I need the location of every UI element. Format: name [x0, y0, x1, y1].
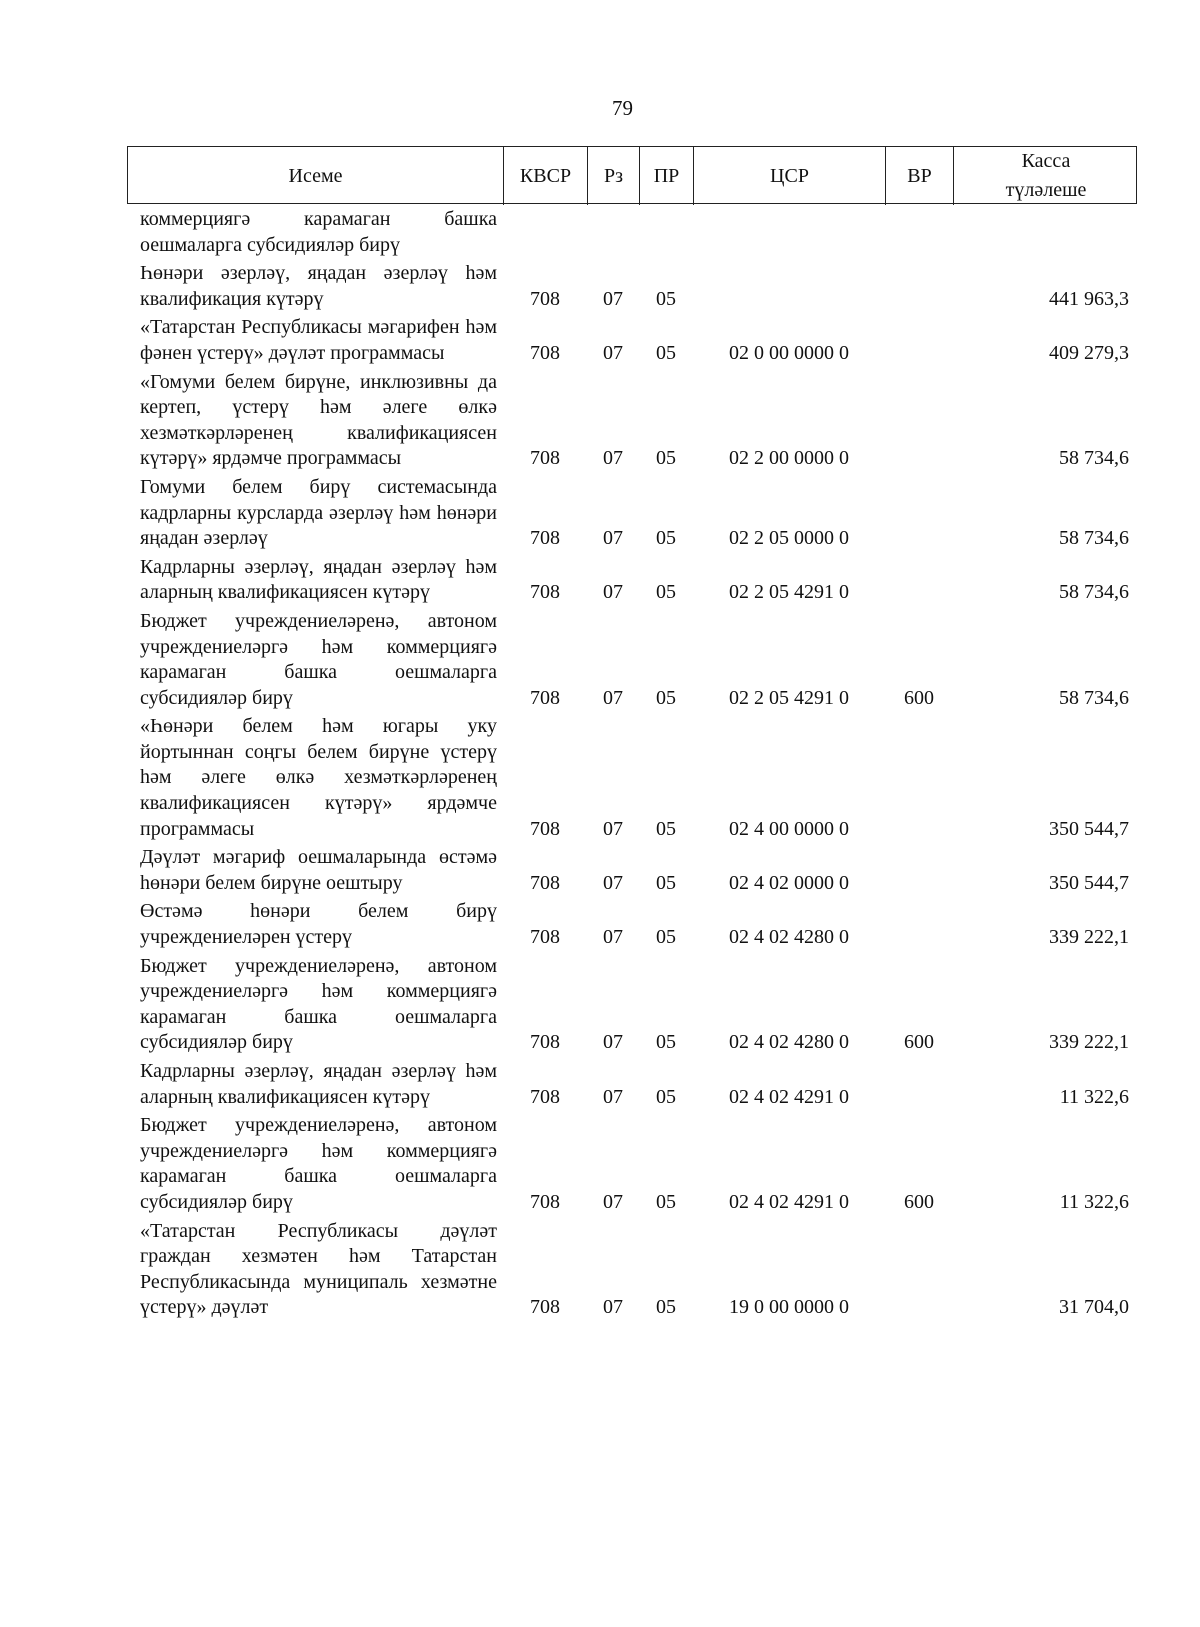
row-rz: 07	[603, 341, 623, 364]
row-pr: 05	[656, 1085, 676, 1108]
row-kvsr: 708	[530, 1190, 560, 1213]
row-name: Бюджет учреждениеләренә, автоном учреждениеләргә һәм коммерциягә карамаган башка оешмаларга субсидияләр бирү	[140, 1114, 497, 1213]
row-name: коммерциягә карамаган башка оешмаларга субсидияләр бирү	[140, 208, 497, 256]
row-csr: 02 2 05 4291 0	[729, 581, 849, 604]
row-name: Дәүләт мәгариф оешмаларында өстәмә һөнәри белем бирүне оештыру	[140, 846, 497, 894]
row-kvsr: 708	[530, 817, 560, 840]
header-vr: ВР	[886, 147, 954, 205]
row-name: Өстәмә һөнәри белем бирү учреждениеләрен үстерү	[140, 900, 497, 949]
row-pr: 05	[656, 1031, 676, 1054]
row-csr: 02 4 02 0000 0	[729, 871, 849, 894]
row-kvsr: 708	[530, 1085, 560, 1108]
row-pr: 05	[656, 447, 676, 470]
table-row	[127, 207, 1137, 258]
row-name: Бюджет учреждениеләренә, автоном учреждениеләргә һәм коммерциягә карамаган башка оешмаларга субсидияләр бирү	[140, 954, 497, 1054]
row-rz: 07	[603, 1296, 623, 1319]
row-name: Бюджет учреждениеләренә, автоном учреждениеләргә һәм коммерциягә карамаган башка оешмаларга субсидияләр бирү	[140, 609, 497, 709]
row-amount: 58 734,6	[1059, 447, 1129, 470]
row-amount: 58 734,6	[1059, 527, 1129, 550]
row-name: Гомуми белем бирү системасында кадрларны курсларда әзерләү һәм һөнәри яңадан әзерләү	[140, 475, 497, 550]
row-pr: 05	[656, 817, 676, 840]
header-pr: ПР	[640, 147, 694, 205]
row-pr: 05	[656, 581, 676, 604]
header-name: Исеме	[128, 147, 504, 205]
row-kvsr: 708	[530, 926, 560, 949]
row-csr: 02 0 00 0000 0	[729, 341, 849, 364]
row-pr: 05	[656, 527, 676, 550]
row-amount: 409 279,3	[1049, 341, 1129, 364]
row-amount: 441 963,3	[1049, 287, 1129, 310]
row-rz: 07	[603, 447, 623, 470]
row-amount: 350 544,7	[1049, 817, 1129, 840]
row-csr: 02 2 00 0000 0	[729, 447, 849, 470]
row-vr: 600	[904, 1031, 934, 1054]
row-rz: 07	[603, 527, 623, 550]
table-row	[127, 315, 1137, 366]
row-rz: 07	[603, 1190, 623, 1213]
row-name: Кадрларны әзерләү, яңадан әзерләү һәм аларның квалификациясен күтәрү	[140, 1060, 497, 1108]
row-csr: 02 4 02 4280 0	[729, 1031, 849, 1054]
row-pr: 05	[656, 287, 676, 310]
row-amount: 11 322,6	[1059, 1190, 1129, 1213]
row-kvsr: 708	[530, 1031, 560, 1054]
row-rz: 07	[603, 686, 623, 709]
row-pr: 05	[656, 686, 676, 709]
table-row	[127, 609, 1137, 711]
row-name: «Татарстан Республикасы мәгарифен һәм фәнен үстерү» дәүләт программасы	[140, 316, 497, 364]
row-csr: 02 4 02 4291 0	[729, 1085, 849, 1108]
row-csr: 02 2 05 0000 0	[729, 527, 849, 550]
row-name: «Татарстан Республикасы дәүләт граждан хезмәтен һәм Татарстан Республикасында муниципаль хезмәтне үстерү» дәүләт	[140, 1219, 497, 1319]
row-kvsr: 708	[530, 686, 560, 709]
row-name: «Һөнәри белем һәм югары уку йортыннан соңгы белем бирүне үстерү һәм әлеге өлкә хезмәткәрләренең квалификациясен күтәрү» ярдәмче программасы	[140, 715, 497, 840]
row-amount: 339 222,1	[1049, 926, 1129, 949]
table-row	[127, 899, 1137, 950]
row-csr: 02 2 05 4291 0	[729, 686, 849, 709]
row-name: «Гомуми белем бирүне, инклюзивны да кертеп, үстерү һәм әлеге өлкә хезмәткәрләренең квалификациясен күтәрү» ярдәмче программасы	[140, 370, 497, 470]
row-amount: 11 322,6	[1059, 1085, 1129, 1108]
row-rz: 07	[603, 1031, 623, 1054]
row-rz: 07	[603, 287, 623, 310]
table-row	[127, 954, 1137, 1056]
row-pr: 05	[656, 1190, 676, 1213]
page-number: 79	[612, 96, 633, 120]
table-row	[127, 1113, 1137, 1215]
row-amount: 58 734,6	[1059, 581, 1129, 604]
row-amount: 339 222,1	[1049, 1031, 1129, 1054]
row-kvsr: 708	[530, 1296, 560, 1319]
row-pr: 05	[656, 341, 676, 364]
row-rz: 07	[603, 581, 623, 604]
table-header	[127, 146, 1137, 204]
table-row	[127, 1059, 1137, 1110]
table-row	[127, 475, 1137, 552]
table-row	[127, 1219, 1137, 1321]
table-row	[127, 370, 1137, 472]
row-amount: 58 734,6	[1059, 686, 1129, 709]
row-rz: 07	[603, 926, 623, 949]
row-rz: 07	[603, 871, 623, 894]
row-csr: 02 4 00 0000 0	[729, 817, 849, 840]
table-row	[127, 555, 1137, 606]
table-row	[127, 261, 1137, 312]
row-vr: 600	[904, 1190, 934, 1213]
row-amount: 31 704,0	[1059, 1296, 1129, 1319]
row-pr: 05	[656, 871, 676, 894]
row-name: Һөнәри әзерләү, яңадан әзерләү һәм квалификация күтәрү	[140, 262, 497, 310]
row-kvsr: 708	[530, 871, 560, 894]
row-vr: 600	[904, 686, 934, 709]
table-body	[127, 207, 1137, 1324]
table-row	[127, 845, 1137, 896]
row-kvsr: 708	[530, 447, 560, 470]
row-kvsr: 708	[530, 287, 560, 310]
row-amount: 350 544,7	[1049, 871, 1129, 894]
header-csr: ЦСР	[694, 147, 886, 205]
header-amount	[954, 147, 1138, 205]
row-csr: 02 4 02 4291 0	[729, 1190, 849, 1213]
row-rz: 07	[603, 1085, 623, 1108]
header-amount-line2: түләлеше	[1005, 179, 1087, 201]
row-rz: 07	[603, 817, 623, 840]
row-csr: 19 0 00 0000 0	[729, 1296, 849, 1319]
row-name: Кадрларны әзерләү, яңадан әзерләү һәм аларның квалификациясен күтәрү	[140, 555, 497, 604]
row-pr: 05	[656, 1296, 676, 1319]
table-row	[127, 714, 1137, 842]
row-kvsr: 708	[530, 581, 560, 604]
row-kvsr: 708	[530, 341, 560, 364]
row-pr: 05	[656, 926, 676, 949]
header-amount-line1: Касса	[1021, 150, 1071, 172]
header-kvsr: КВСР	[504, 147, 588, 205]
row-csr: 02 4 02 4280 0	[729, 926, 849, 949]
row-kvsr: 708	[530, 527, 560, 550]
header-rz: Рз	[588, 147, 640, 205]
